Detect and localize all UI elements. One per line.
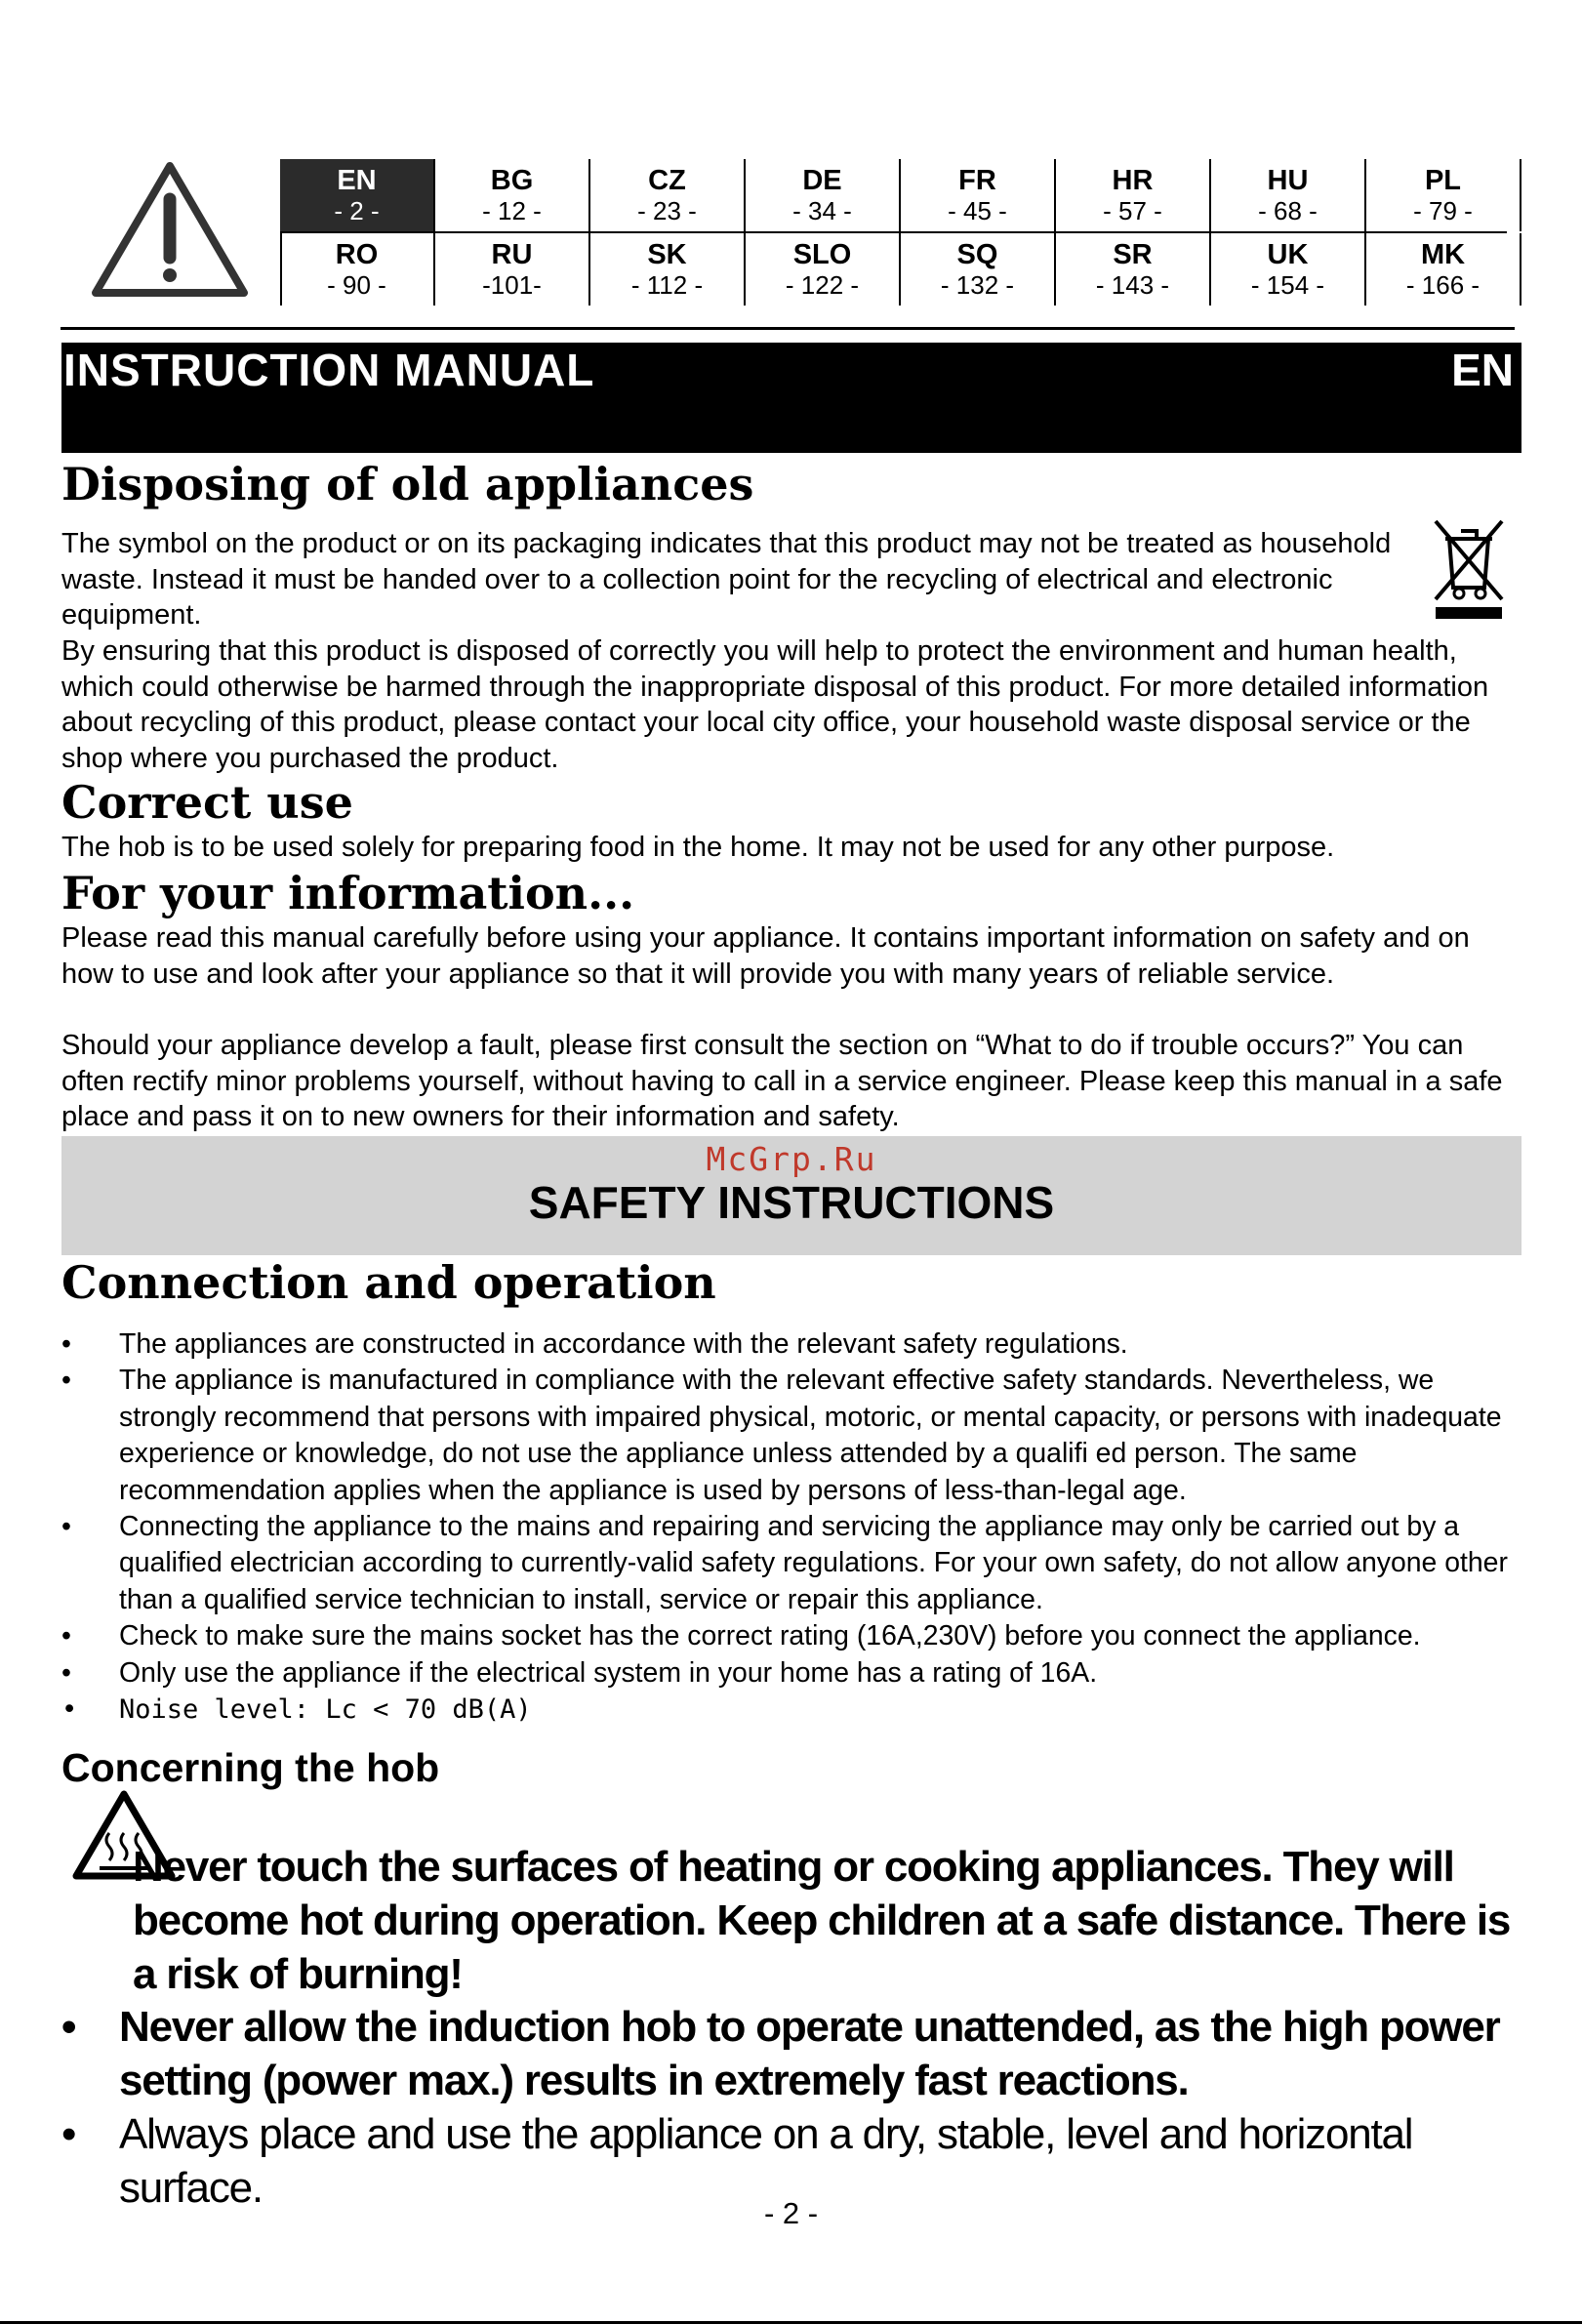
lang-cell-uk[interactable]: UK - 154 - xyxy=(1211,233,1366,306)
list-item: • Always place and use the appliance on a dry, stable, level and horizontal surface. xyxy=(61,2107,1525,2215)
lang-cell-sq[interactable]: SQ - 132 - xyxy=(901,233,1056,306)
list-item: • Only use the appliance if the electrical system in your home has a rating of 16A. xyxy=(61,1655,1525,1692)
safety-title: SAFETY INSTRUCTIONS xyxy=(528,1177,1055,1228)
list-item: • Check to make sure the mains socket has the correct rating (16A,230V) before you connect the appliance. xyxy=(61,1618,1525,1654)
lang-cell-de[interactable]: DE - 34 - xyxy=(746,159,901,231)
disposing-para-1: The symbol on the product or on its packaging indicates that this product may not be treated as household waste. Instead it must be handed over to a collection point for the recycling of electrical and electronic equipment. xyxy=(61,528,1392,632)
info-para-1: Please read this manual carefully before using your appliance. It contains important information on safety and on how to use and look after your appliance so that it will provide you with many years of reliable service. xyxy=(61,922,1470,990)
title-bar xyxy=(61,343,1521,453)
hot-surface-warning: Never touch the surfaces of heating or cooking appliances. They will become hot during operation. Keep children at a safe distance. There is a risk of burning! xyxy=(133,1843,1511,1998)
heading-hob: Concerning the hob xyxy=(61,1745,440,1790)
list-item: • The appliances are constructed in accordance with the relevant safety regulations. xyxy=(61,1326,1525,1363)
heading-correct-use: Correct use xyxy=(61,776,353,829)
lang-cell-sk[interactable]: SK - 112 - xyxy=(590,233,746,306)
lang-cell-sr[interactable]: SR - 143 - xyxy=(1056,233,1211,306)
lang-cell-pl[interactable]: PL - 79 - xyxy=(1366,159,1521,231)
language-code: EN xyxy=(1451,345,1514,395)
list-item: • The appliance is manufactured in compliance with the relevant effective safety standards. Nevertheless, we strongly recommend that persons with impaired physical, motoric, or mental capacity, or persons with inadequate experience or knowledge, do not use the appliance unless attended by a qualifi ed person. The same recommendation applies when the appliance is used by persons of less-than-legal age. xyxy=(61,1363,1525,1509)
safety-band xyxy=(61,1136,1521,1255)
watermark-text: McGrp.Ru xyxy=(706,1140,877,1178)
heading-disposing: Disposing of old appliances xyxy=(61,458,754,510)
lang-cell-ru[interactable]: RU -101- xyxy=(435,233,590,306)
list-item: • Noise level: Lc < 70 dB(A) xyxy=(61,1692,1525,1728)
recycling-bin-icon xyxy=(1430,515,1508,623)
hob-list xyxy=(61,2000,1525,2215)
warning-icon xyxy=(86,156,254,303)
language-table xyxy=(280,159,1507,306)
connection-list xyxy=(61,1326,1525,1728)
top-rule xyxy=(61,327,1515,330)
heading-information: For your information... xyxy=(61,867,635,919)
list-item: • Connecting the appliance to the mains and repairing and servicing the appliance may only be carried out by a qualified electrician according to currently-valid safety regulations. For your own safety, do not allow anyone other than a qualified service technician to install, service or repair this appliance. xyxy=(61,1509,1525,1618)
lang-cell-mk[interactable]: MK - 166 - xyxy=(1366,233,1521,306)
lang-cell-hr[interactable]: HR - 57 - xyxy=(1056,159,1211,231)
lang-cell-fr[interactable]: FR - 45 - xyxy=(901,159,1056,231)
manual-title: INSTRUCTION MANUAL xyxy=(63,345,595,395)
lang-cell-cz[interactable]: CZ - 23 - xyxy=(590,159,746,231)
correct-use-para: The hob is to be used solely for preparing food in the home. It may not be used for any other purpose. xyxy=(61,832,1335,863)
page-number: - 2 - xyxy=(763,2196,819,2230)
list-item: • Never allow the induction hob to operate unattended, as the high power setting (power max.) results in extremely fast reactions. xyxy=(61,2000,1525,2107)
disposing-para-2: By ensuring that this product is disposed of correctly you will help to protect the environment and human health, which could otherwise be harmed through the inappropriate disposal of this product. For more detailed information about recycling of this product, please contact your local city office, your household waste disposal service or the shop where you purchased the product. xyxy=(61,635,1489,774)
lang-cell-en[interactable]: EN - 2 - xyxy=(280,159,435,231)
info-para-2: Should your appliance develop a fault, please first consult the section on “What to do if trouble occurs?” You can often rectify minor problems yourself, without having to call in a service engineer. Please keep this manual in a safe place and pass it on to new owners for their information and safety. xyxy=(61,1030,1503,1133)
lang-cell-ro[interactable]: RO - 90 - xyxy=(280,233,435,306)
lang-cell-hu[interactable]: HU - 68 - xyxy=(1211,159,1366,231)
lang-cell-bg[interactable]: BG - 12 - xyxy=(435,159,590,231)
heading-connection: Connection and operation xyxy=(61,1256,716,1309)
lang-cell-slo[interactable]: SLO - 122 - xyxy=(746,233,901,306)
